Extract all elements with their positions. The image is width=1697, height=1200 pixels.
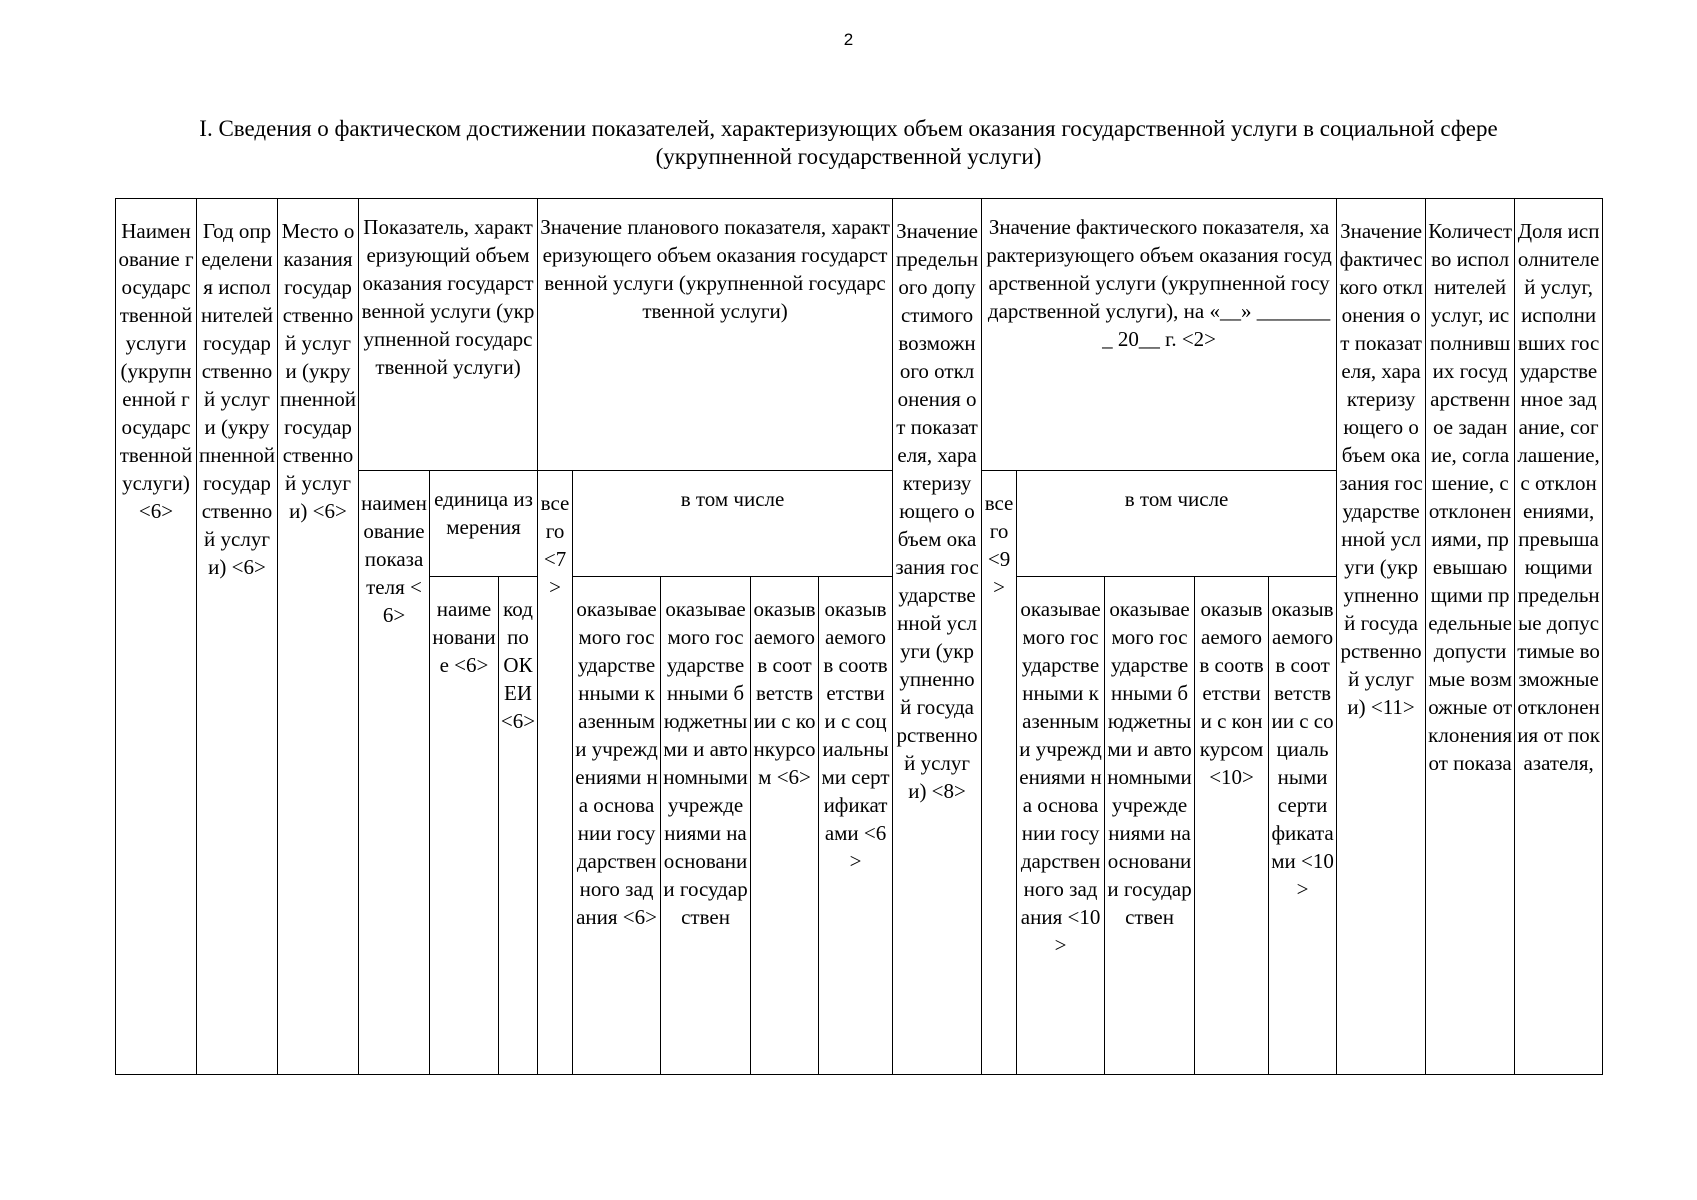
header-fact-state-institutions: оказываемого государственными казенными учреждениями на основании государственного задания <10> (1017, 577, 1105, 1075)
page-number: 2 (843, 30, 854, 49)
header-fact-value: Значение фактического показателя, характеризующего объем оказания государственной услуги (укрупненной государственной услуги), на «__» ________ 20__ г. <2> (982, 199, 1337, 471)
header-year: Год определения исполнителей государственной услуги (укрупненной государственной услуги) <6> (197, 199, 278, 1075)
header-place: Место оказания государственной услуги (укрупненной государственной услуги) <6> (278, 199, 359, 1075)
header-plan-contest: оказываемого в соответствии с конкурсом <6> (751, 577, 819, 1075)
header-plan-including: в том числе (573, 471, 893, 577)
header-executor-share: Доля исполнителей услуг, исполнивших государственное задание, соглашение, с отклонениями, превышающими предельные допустимые возможные отклонения от показателя, (1515, 199, 1603, 1075)
header-plan-value: Значение планового показателя, характеризующего объем оказания государственной услуги (укрупненной государственной услуги) (538, 199, 893, 471)
header-executor-count: Количество исполнителей услуг, исполнивших государственное задание, соглашение, с отклонениями, превышающими предельные допустимые возможные отклонения от показа (1426, 199, 1515, 1075)
header-indicator: Показатель, характеризующий объем оказания государственной услуги (укрупненной государственной услуги) (359, 199, 538, 471)
header-fact-certificates: оказываемого в соответствии с социальными сертификатами <10> (1269, 577, 1337, 1075)
header-unit: единица измерения (430, 471, 538, 577)
header-unit-name: наименование <6> (430, 577, 499, 1075)
indicators-table (115, 198, 1603, 1075)
section-title-line-1: I. Сведения о фактическом достижении показателей, характеризующих объем оказания государственной услуги в социальной сфере (199, 116, 1498, 141)
header-service-name: Наименование государственной услуги (укрупненной государственной услуги) <6> (116, 199, 197, 1075)
header-fact-total: всего <9> (982, 471, 1017, 1075)
header-plan-budget-institutions: оказываемого государственными бюджетными и автономными учреждениями на основании государствен (661, 577, 751, 1075)
header-unit-code: код по ОКЕИ <6> (499, 577, 538, 1075)
section-title-line-2: (укрупненной государственной услуги) (655, 144, 1042, 169)
header-fact-contest: оказываемого в соответствии с конкурсом <10> (1195, 577, 1269, 1075)
header-indicator-name: наименование показателя <6> (359, 471, 430, 1075)
header-plan-certificates: оказываемого в соответствии с социальными сертификатами <6> (819, 577, 893, 1075)
header-plan-total: всего <7> (538, 471, 573, 1075)
header-plan-state-institutions: оказываемого государственными казенными учреждениями на основании государственного задания <6> (573, 577, 661, 1075)
header-fact-deviation: Значение фактического отклонения от показателя, характеризующего объем оказания государственной услуги (укрупненной государственной услуги) <11> (1337, 199, 1426, 1075)
section-title (100, 115, 1597, 171)
header-limit-deviation: Значение предельного допустимого возможного отклонения от показателя, характеризующего объем оказания государственной услуги (укрупненной государственной услуги) <8> (893, 199, 982, 1075)
header-fact-budget-institutions: оказываемого государственными бюджетными и автономными учреждениями на основании государствен (1105, 577, 1195, 1075)
header-fact-including: в том числе (1017, 471, 1337, 577)
